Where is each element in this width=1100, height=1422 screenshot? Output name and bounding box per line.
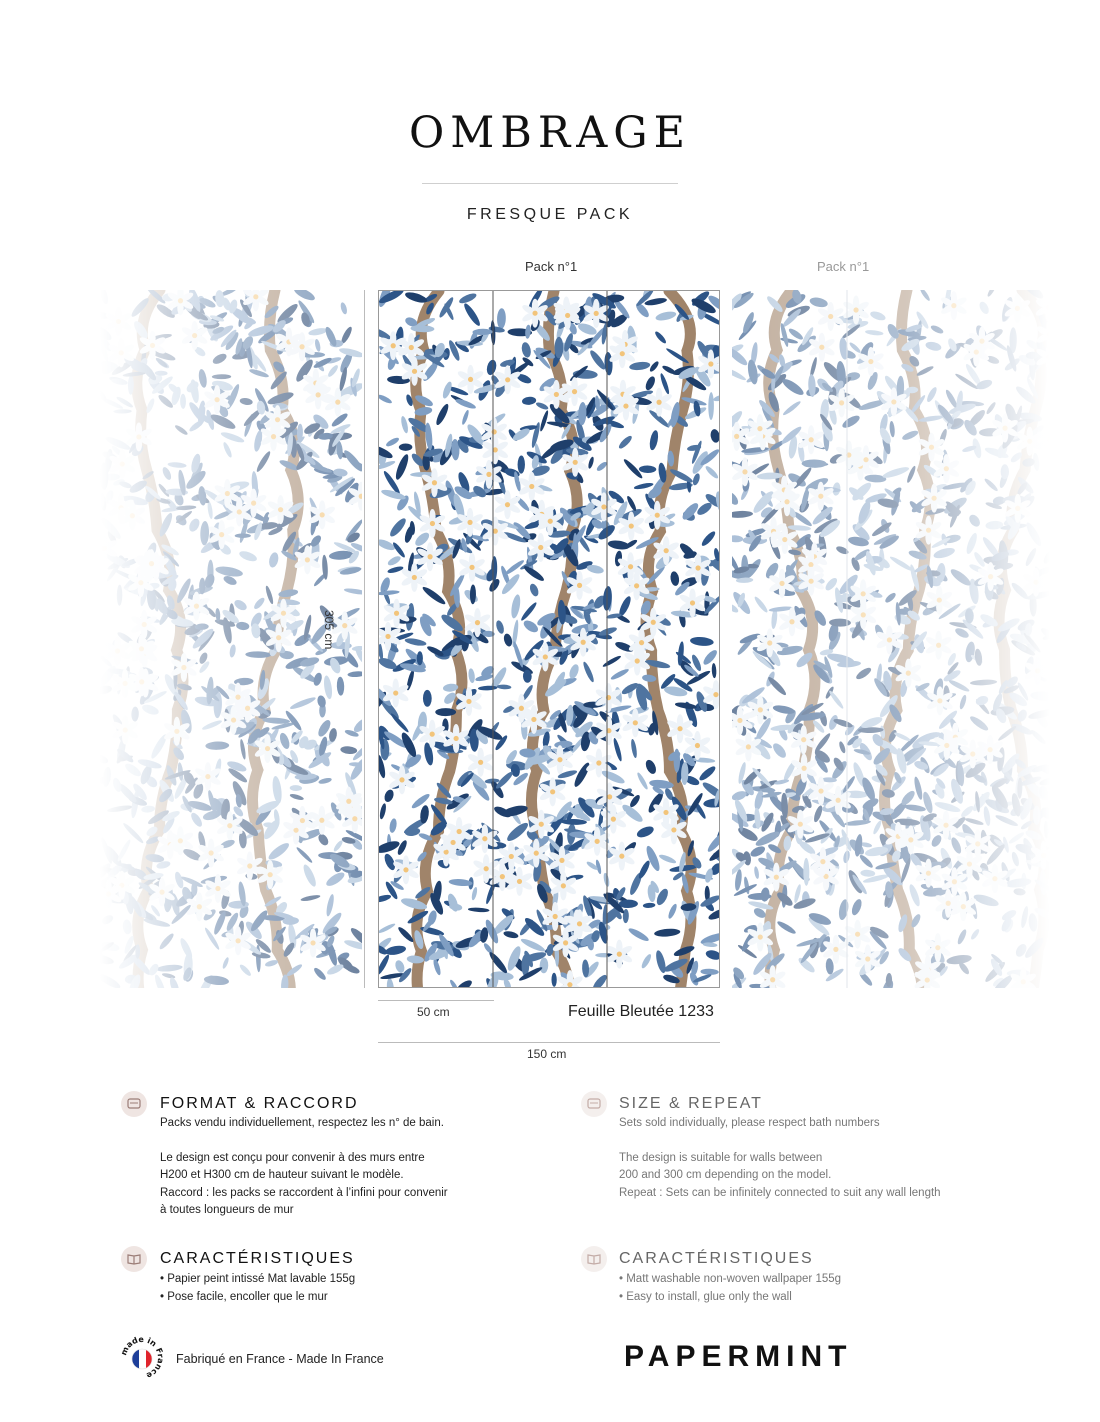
faded-panel-right [732,290,1050,988]
section-body-format-fr: Packs vendu individuellement, respectez les n° de bain. Le design est conçu pour convenir à des murs entre H200 et H300 cm de hauteur suivant le modèle. Raccord : les packs se raccordent à l’infini pour convenir à toutes longueurs de mur [160,1117,448,1216]
title-divider [422,183,678,184]
strip-width-label: 50 cm [417,1005,450,1019]
pack-label-main: Pack n°1 [525,259,578,274]
height-dimension-line [364,290,365,988]
page-subtitle: FRESQUE PACK [466,206,634,223]
section-body-specs-en: • Matt washable non-woven wallpaper 155g • Easy to install, glue only the wall [619,1273,842,1303]
pack-label-side: Pack n°1 [817,259,870,274]
svg-text:made in France: made in France [119,1334,166,1381]
foliage-pattern-main [379,291,720,988]
section-title-format-en: SIZE & REPEAT [619,1095,763,1112]
brand-logo: PAPERMINT [624,1340,853,1373]
main-panel [378,290,720,988]
section-title-format-fr: FORMAT & RACCORD [160,1095,359,1112]
made-in-france-text: Fabriqué en France - Made In France [176,1352,384,1366]
made-in-france-badge [118,1334,166,1382]
book-icon [121,1246,147,1272]
book-icon [581,1246,607,1272]
total-width-label: 150 cm [527,1047,567,1061]
section-title-specs-fr: CARACTÉRISTIQUES [160,1250,355,1267]
total-width-line [378,1042,720,1043]
section-title-specs-en: CARACTÉRISTIQUES [619,1250,814,1267]
reference-name: Feuille Bleutée 1233 [568,1003,714,1020]
height-dimension-label: 305 cm [322,610,336,650]
foliage-pattern-right [732,290,1050,988]
roll-icon [581,1091,607,1117]
section-body-format-en: Sets sold individually, please respect bath numbers The design is suitable for walls between 200 and 300 cm depending on the model. Repeat : Sets can be infinitely connected to suit any wall length [619,1117,941,1199]
page-title: OMBRAGE [408,108,692,158]
section-body-specs-fr: • Papier peint intissé Mat lavable 155g • Pose facile, encoller que le mur [160,1273,356,1303]
strip-width-line [378,1000,494,1001]
roll-icon [121,1091,147,1117]
